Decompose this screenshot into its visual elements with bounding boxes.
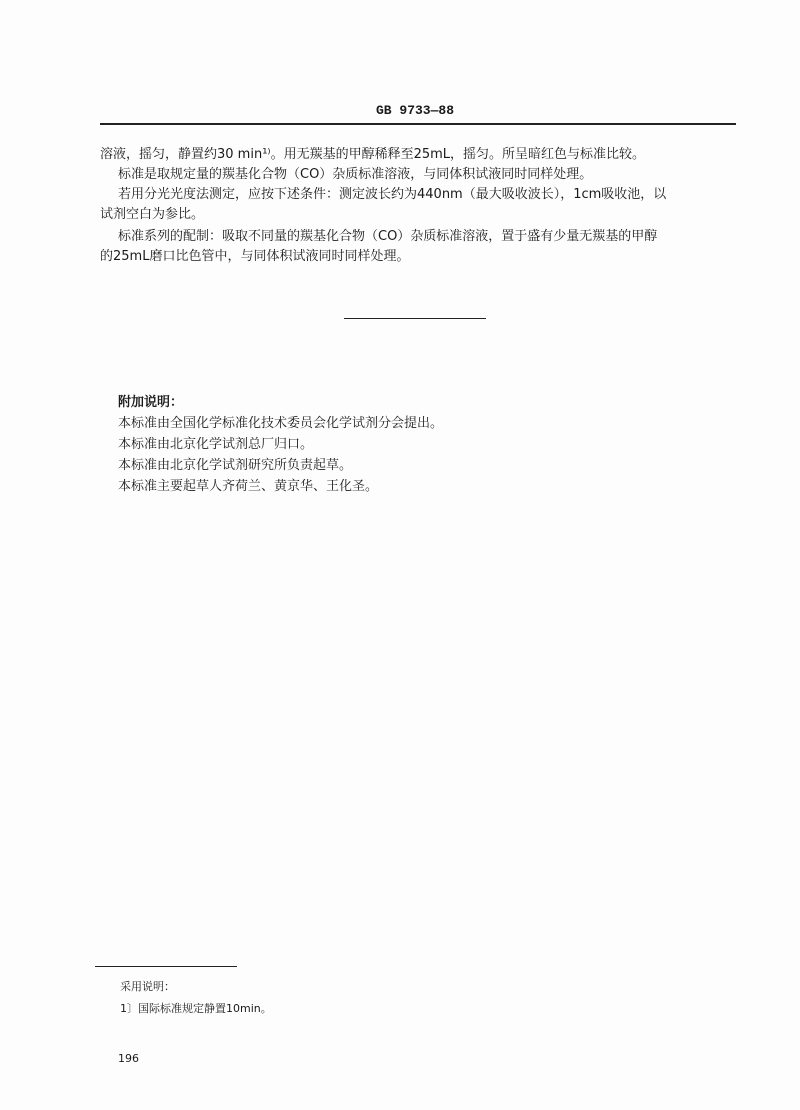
standard-number-header: GB 9733—88 (375, 103, 454, 118)
notes-heading: 附加说明： (118, 395, 184, 410)
notes-line: 本标准由北京化学试剂总厂归口。 (118, 437, 314, 452)
body-line: 标准是取规定量的羰基化合物（CO）杂质标准溶液，与同体积试液同时同样处理。 (118, 167, 593, 182)
body-line: 若用分光光度法测定，应按下述条件：测定波长约为440nm（最大吸收波长），1cm吸收池，以 (118, 187, 667, 202)
body-line: 的25mL磨口比色管中，与同体积试液同时同样处理。 (100, 249, 410, 264)
notes-line: 本标准由北京化学试剂研究所负责起草。 (118, 458, 353, 473)
header-rule (100, 123, 736, 125)
footnote-rule (95, 966, 237, 967)
page-number: 196 (118, 1052, 139, 1065)
body-line: 溶液，摇匀，静置约30 min¹⁾。用无羰基的甲醇稀释至25mL，摇匀。所呈暗红色与标准比较。 (100, 147, 646, 162)
body-line: 试剂空白为参比。 (100, 207, 205, 222)
footnote-heading: 采用说明： (120, 980, 175, 993)
notes-line: 本标准由全国化学标准化技术委员会化学试剂分会提出。 (118, 416, 444, 431)
body-line: 标准系列的配制：吸取不同量的羰基化合物（CO）杂质标准溶液，置于盛有少量无羰基的甲醇 (118, 229, 658, 244)
section-divider (344, 318, 486, 319)
footnote-text: 1〕国际标准规定静置10min。 (120, 1002, 272, 1015)
notes-line: 本标准主要起草人齐荷兰、黄京华、王化圣。 (118, 479, 379, 494)
